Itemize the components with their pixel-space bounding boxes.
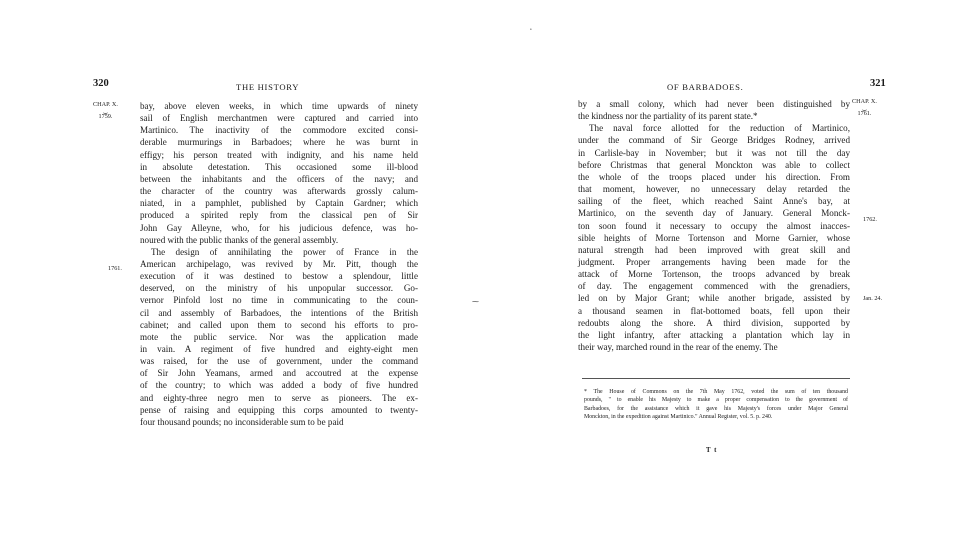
text-line: sible heights of Morne Tortenson and Morne Garnier, whose — [578, 232, 850, 243]
left-page-number: 320 — [93, 78, 109, 89]
footnote-line: Monckton, in the expedition against Martinico." Annual Register, vol. 5. p. 240. — [584, 414, 773, 421]
text-line: execution of it was destined to bestow a splendour, little — [140, 271, 418, 282]
text-line: of Sir John Yeamans, armed and accoutred at the expense — [140, 368, 418, 379]
footnote-rule — [582, 378, 850, 379]
text-line: noured with the public thanks of the general assembly. — [140, 234, 339, 245]
left-margin-year-top: 1759. — [98, 113, 113, 120]
text-line: Martinico. The inactivity of the commodore excited consi- — [140, 125, 418, 136]
text-line: The naval force allotted for the reduction of Martinico, — [589, 123, 850, 134]
left-margin-chapter-label: CHAP. X. — [93, 101, 118, 108]
text-line: a thousand seamen in flat-bottomed boats, fell upon their — [578, 305, 850, 316]
text-line: effigy; his person treated with indignity, and his name held — [140, 149, 418, 160]
text-line: mote the public service. Nor was the application made — [140, 331, 418, 342]
text-line: pense of raising and equipping this corps amounted to twenty- — [140, 404, 418, 415]
left-margin-chapter — [93, 101, 118, 120]
text-line: under the command of Sir George Bridges Rodney, arrived — [578, 135, 850, 146]
right-margin-chapter — [852, 98, 877, 117]
text-line: judgment. Proper arrangements having been made for the — [578, 256, 850, 267]
text-line: The design of annihilating the power of France in the — [151, 246, 418, 257]
text-line: sailing of the fleet, which reached Saint Anne's bay, at — [578, 196, 850, 207]
text-line: vernor Pinfold lost no time in communicating to the coun- — [140, 295, 418, 306]
text-line: redoubts along the shore. A third division, supported by — [578, 317, 850, 328]
left-margin-year-mid: 1761. — [108, 265, 122, 272]
text-line: four thousand pounds; no inconsiderable sum to be paid — [140, 416, 344, 427]
brace-icon: ⏟ — [862, 103, 867, 111]
text-line: led on by Major Grant; while another brigade, assisted by — [578, 293, 850, 304]
text-line: their way, marched round in the rear of the enemy. The — [578, 342, 778, 352]
text-line: John Gay Alleyne, who, for his judicious defence, was ho- — [140, 222, 418, 233]
right-margin-date: Jan. 24. — [863, 295, 883, 302]
text-line: Martinico, on the seventh day of January. General Monck- — [578, 208, 850, 219]
text-line: in Carlisle-bay in November; but it was not till the day — [578, 147, 850, 158]
text-line: before Christmas that general Monckton was able to collect — [578, 159, 850, 170]
text-line: between the inhabitants and the officers of the navy; and — [140, 173, 418, 184]
text-line: natural strength had been improved with great skill and — [578, 244, 850, 255]
text-line: American archipelago, was revived by Mr. Pitt, though the — [140, 258, 418, 269]
right-page-number: 321 — [870, 78, 886, 89]
text-line: the light infantry, after attacking a plantation which lay in — [578, 329, 850, 340]
text-line: the character of the country was afterwards grossly calum- — [140, 186, 418, 197]
text-line: of the country; to which was added a body of five hundred — [140, 380, 418, 391]
text-line: attack of Morne Tortenson, the troops advanced by break — [578, 269, 850, 280]
text-line: cil and assembly of Barbadoes, the intentions of the British — [140, 307, 418, 318]
text-line: and eighty-three negro men to serve as pioneers. The ex- — [140, 392, 418, 403]
text-line: the whole of the troops placed under his direction. From — [578, 171, 850, 182]
gutter-speck-icon: ⁓ — [472, 298, 479, 306]
text-line: in vain. A regiment of five hundred and eighty-eight men — [140, 344, 418, 354]
right-margin-year-mid: 1762. — [863, 216, 877, 223]
text-line: by a small colony, which had never been distinguished by — [578, 99, 850, 109]
text-line: in absolute detestation. This occasioned some ill-blood — [140, 161, 418, 172]
footnote-line: * The House of Commons on the 7th May 1762, voted the sum of ten thousand — [584, 389, 848, 395]
text-line: ton soon found it necessary to occupy the almost inacces- — [578, 220, 850, 231]
brace-icon: ⏟ — [103, 106, 108, 114]
text-line: deserved, on the ministry of his unpopular successor. Go- — [140, 283, 418, 294]
text-line: that moment, however, no unnecessary delay retarded the — [578, 184, 850, 195]
top-speck-icon: • — [530, 28, 532, 33]
right-running-head: OF BARBADOES. — [667, 82, 744, 92]
text-line: niated, in a pamphlet, published by Captain Gardner; which — [140, 198, 418, 209]
text-line: produced a spirited reply from the classical pen of Sir — [140, 210, 418, 221]
footnote-line: pounds, " to enable his Majesty to make a proper compensation to the government of — [584, 397, 848, 404]
text-line: derable murmurings in Barbadoes; where he was burnt in — [140, 137, 418, 148]
right-margin-chapter-label: CHAP. X. — [852, 98, 877, 105]
text-line: bay, above eleven weeks, in which time upwards of ninety — [140, 101, 418, 111]
text-line: the kindness nor the partiality of its parent state.* — [578, 111, 758, 122]
signature-mark: T t — [706, 447, 718, 454]
text-line: was raised, for the use of government, under the command — [140, 356, 418, 367]
left-running-head: THE HISTORY — [236, 82, 300, 92]
text-line: cabinet; and called upon them to second his efforts to pro- — [140, 319, 418, 330]
text-line: sail of English merchantmen were captured and carried into — [140, 113, 418, 124]
footnote-line: Barbadoes, for the assistance which it gave his Majesty's forces under Major General — [584, 405, 848, 412]
text-line: of day. The engagement commenced with the grenadiers, — [578, 281, 850, 292]
right-margin-year-top: 1761. — [857, 110, 872, 117]
